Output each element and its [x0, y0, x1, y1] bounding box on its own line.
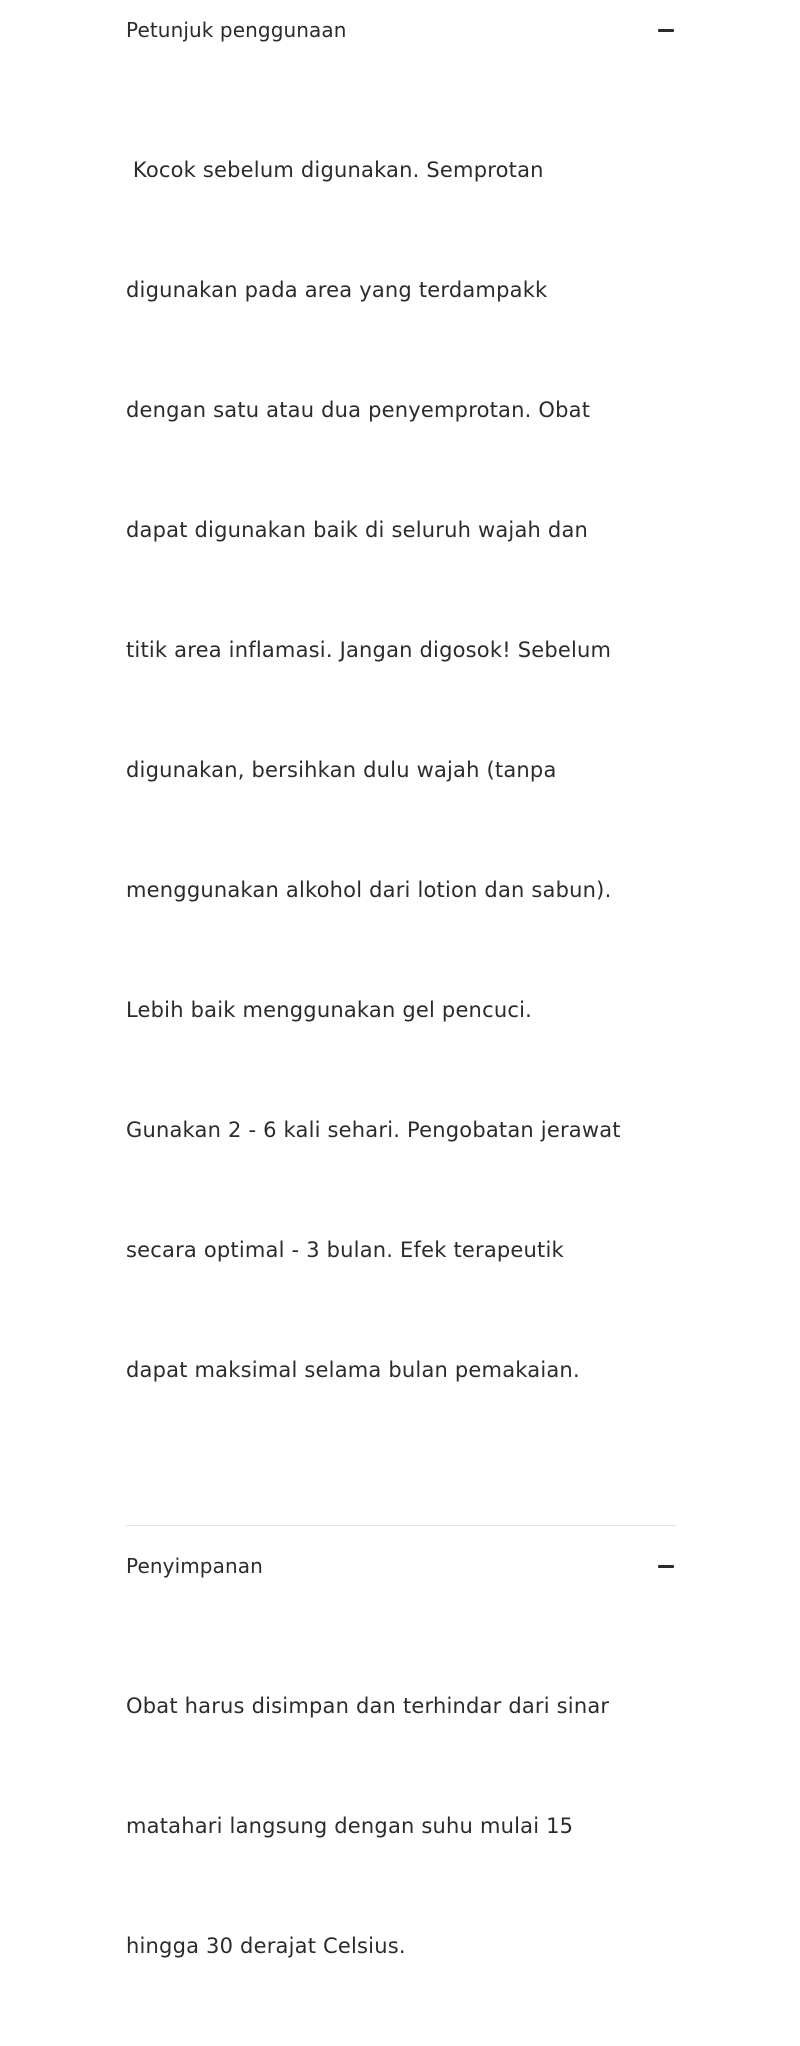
body-line: titik area inflamasi. Jangan digosok! Sebelum [126, 638, 612, 662]
minus-icon[interactable] [658, 1565, 674, 1568]
section-title: Penyimpanan [126, 1554, 263, 1578]
section-body-usage [126, 70, 676, 1470]
body-line: matahari langsung dengan suhu mulai 15 [126, 1814, 574, 1838]
body-line: digunakan, bersihkan dulu wajah (tanpa [126, 758, 557, 782]
body-line: dapat digunakan baik di seluruh wajah dan [126, 518, 589, 542]
body-line: dapat maksimal selama bulan pemakaian. [126, 1358, 580, 1382]
body-line: Obat harus disimpan dan terhindar dari sinar [126, 1694, 610, 1718]
section-divider [126, 1525, 676, 1526]
body-line: secara optimal - 3 bulan. Efek terapeutik [126, 1238, 564, 1262]
product-info-accordion [126, 0, 676, 2046]
minus-icon[interactable] [658, 29, 674, 32]
accordion-header-storage[interactable] [126, 1548, 676, 1584]
body-line: dengan satu atau dua penyemprotan. Obat [126, 398, 591, 422]
accordion-section-usage [126, 12, 676, 1470]
body-line: Kocok sebelum digunakan. Semprotan [126, 158, 544, 182]
body-line: digunakan pada area yang terdampakk [126, 278, 548, 302]
accordion-header-usage[interactable] [126, 12, 676, 48]
body-line: hingga 30 derajat Celsius. [126, 1934, 406, 1958]
body-line: Gunakan 2 - 6 kali sehari. Pengobatan jerawat [126, 1118, 621, 1142]
body-line: menggunakan alkohol dari lotion dan sabun). [126, 878, 612, 902]
section-body-storage [126, 1606, 676, 2046]
accordion-section-storage [126, 1548, 676, 2046]
section-title: Petunjuk penggunaan [126, 18, 347, 42]
body-line: Lebih baik menggunakan gel pencuci. [126, 998, 532, 1022]
